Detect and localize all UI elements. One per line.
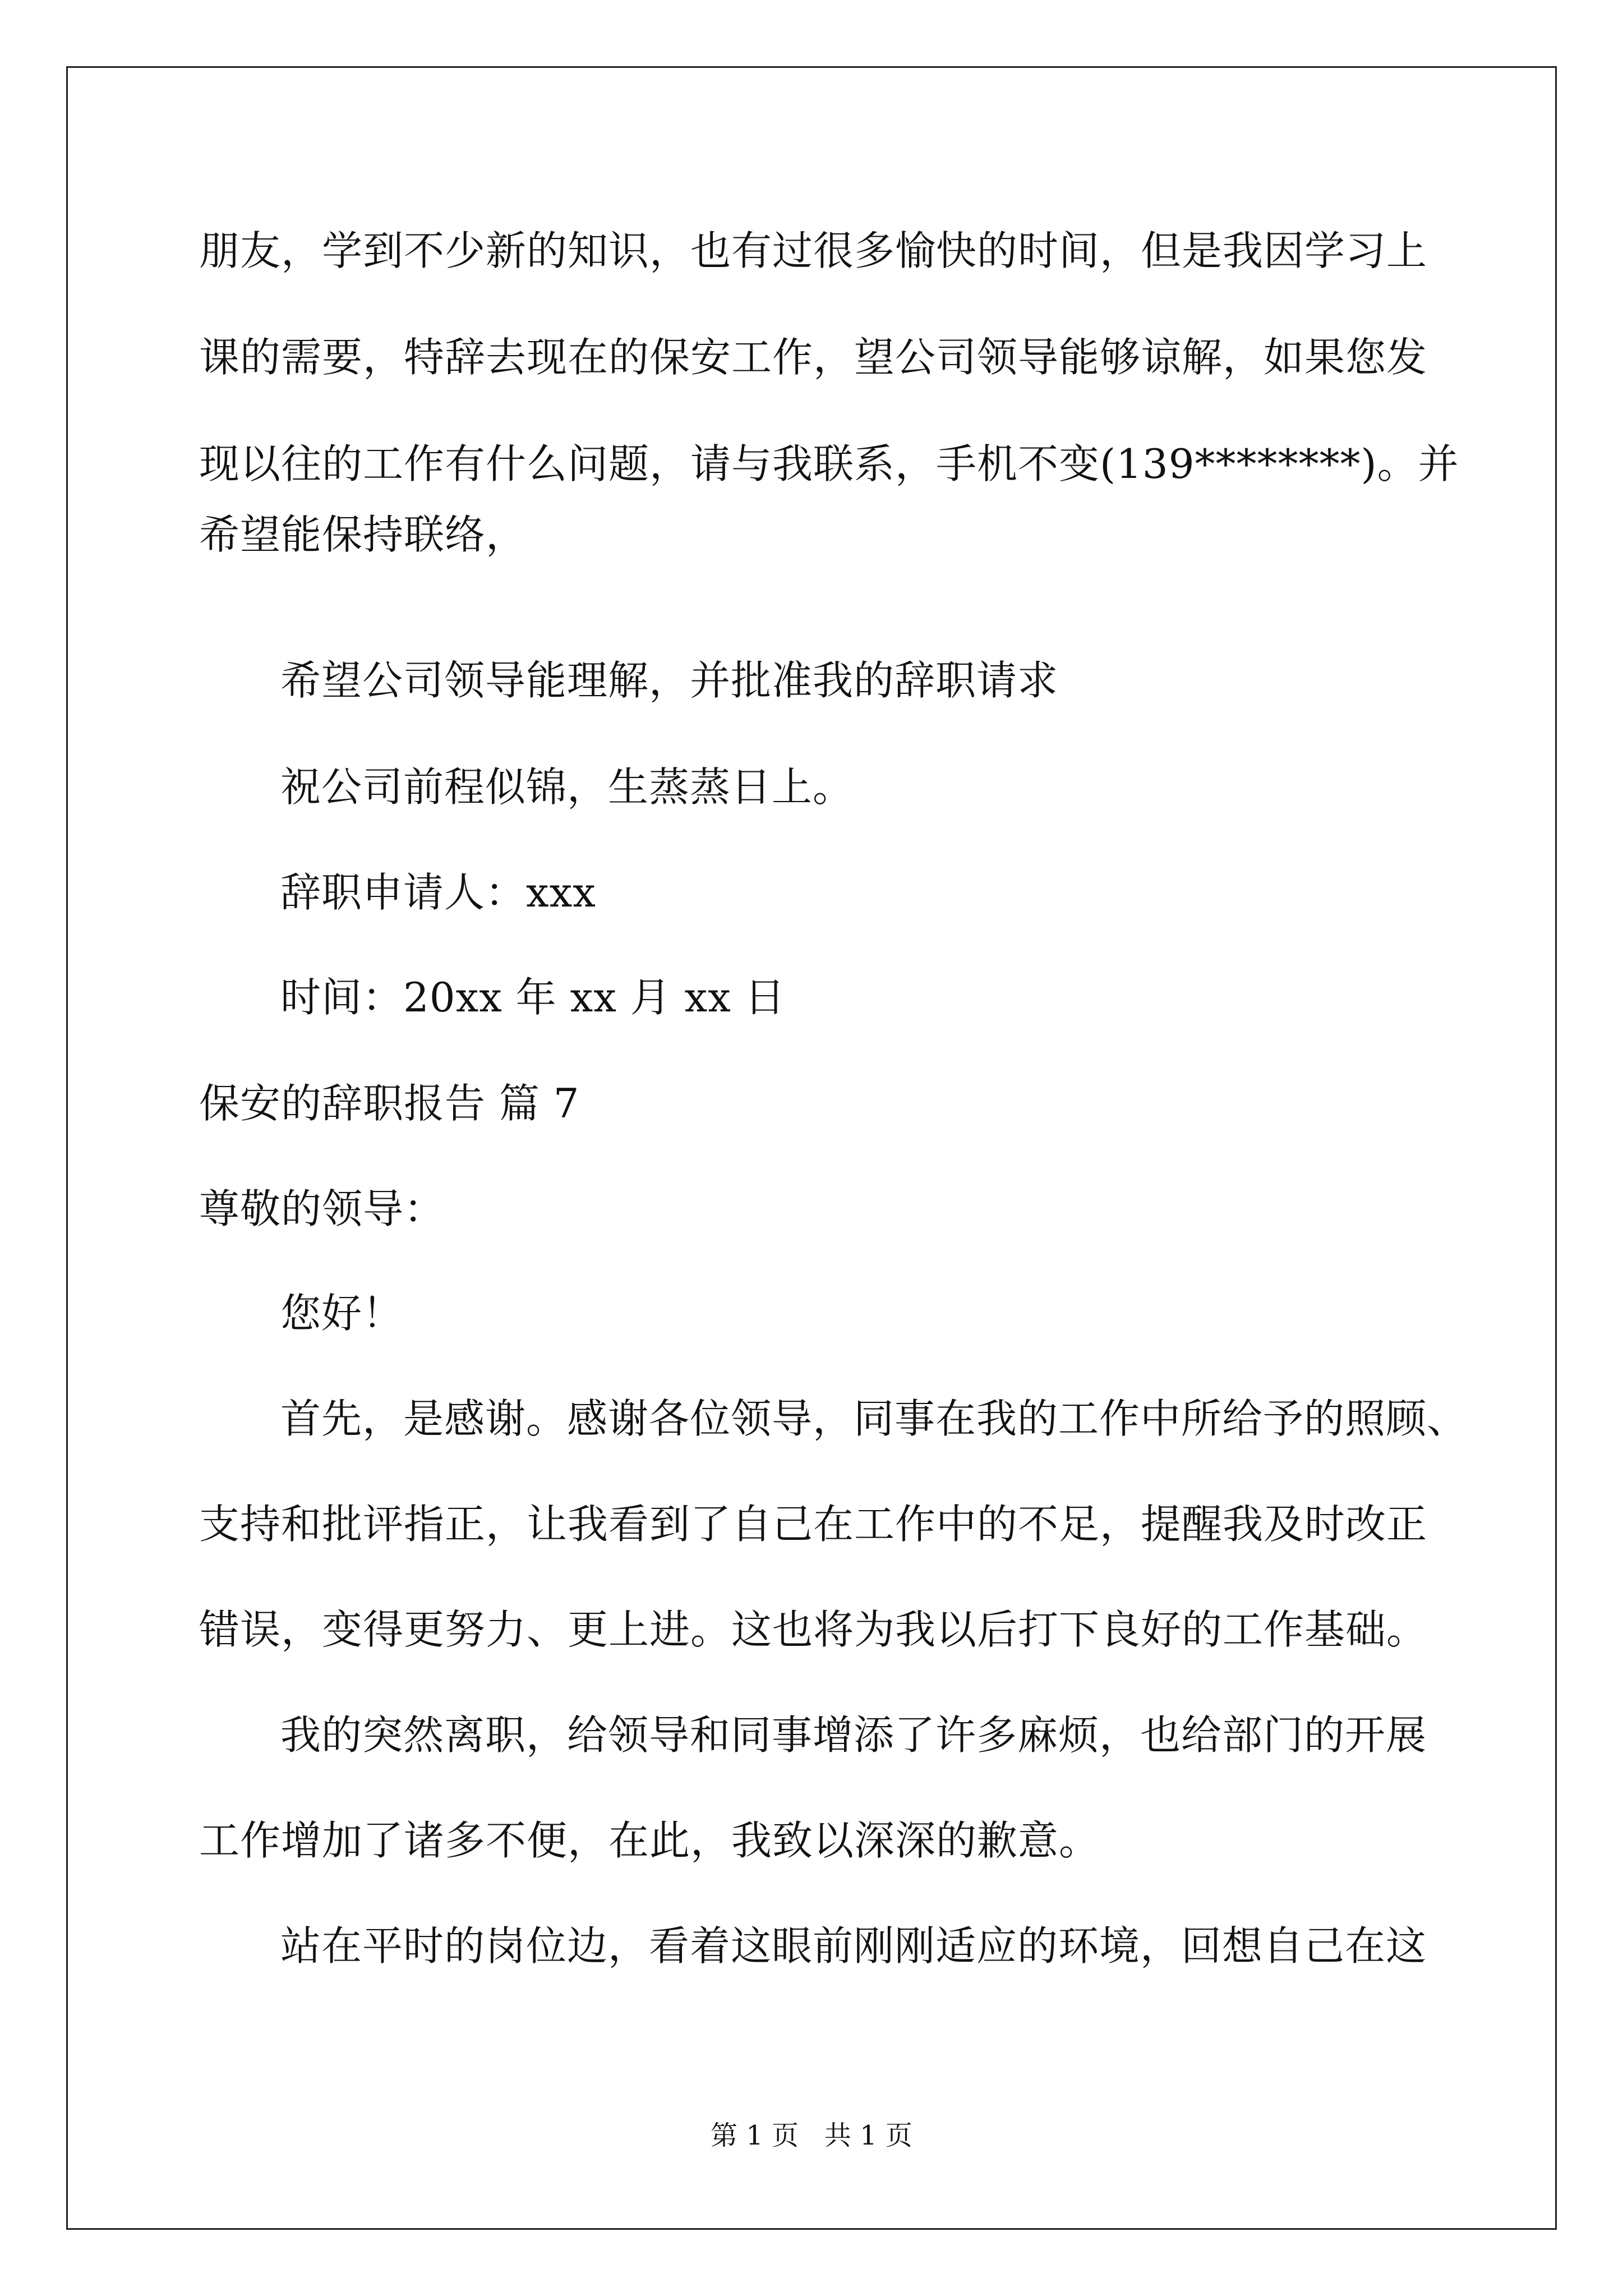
body-line-17: 站在平时的岗位边，看着这眼前刚刚适应的环境，回想自己在这 <box>280 1922 1427 1970</box>
page-border <box>66 66 1557 2230</box>
body-line-1: 朋友，学到不少新的知识，也有过很多愉快的时间，但是我因学习上 <box>199 227 1428 274</box>
body-line-5: 希望公司领导能理解，并批准我的辞职请求 <box>280 657 1059 704</box>
section-heading: 保安的辞职报告 篇 7 <box>199 1080 580 1127</box>
body-line-15: 我的突然离职，给领导和同事增添了许多麻烦，也给部门的开展 <box>280 1711 1427 1759</box>
page-footer: 第 1 页 共 1 页 <box>711 2120 912 2151</box>
applicant-signature: 辞职申请人：xxx <box>280 869 596 916</box>
greeting: 您好！ <box>280 1290 404 1337</box>
body-line-2: 课的需要，特辞去现在的保安工作，望公司领导能够谅解，如果您发 <box>199 334 1428 381</box>
salutation: 尊敬的领导： <box>199 1185 445 1232</box>
body-line-14: 错误，变得更努力、更上进。这也将为我以后打下良好的工作基础。 <box>199 1606 1428 1653</box>
body-line-4: 希望能保持联络， <box>199 511 527 558</box>
body-line-16: 工作增加了诸多不便，在此，我致以深深的歉意。 <box>199 1817 1100 1864</box>
closing-wish: 祝公司前程似锦，生蒸蒸日上。 <box>280 763 854 811</box>
signature-date: 时间：20xx 年 xx 月 xx 日 <box>280 974 786 1021</box>
body-line-3: 现以往的工作有什么问题，请与我联系，手机不变(139********)。并 <box>199 440 1459 487</box>
body-line-13: 支持和批评指正，让我看到了自己在工作中的不足，提醒我及时改正 <box>199 1501 1428 1548</box>
body-line-12: 首先，是感谢。感谢各位领导，同事在我的工作中所给予的照顾、 <box>280 1395 1468 1442</box>
